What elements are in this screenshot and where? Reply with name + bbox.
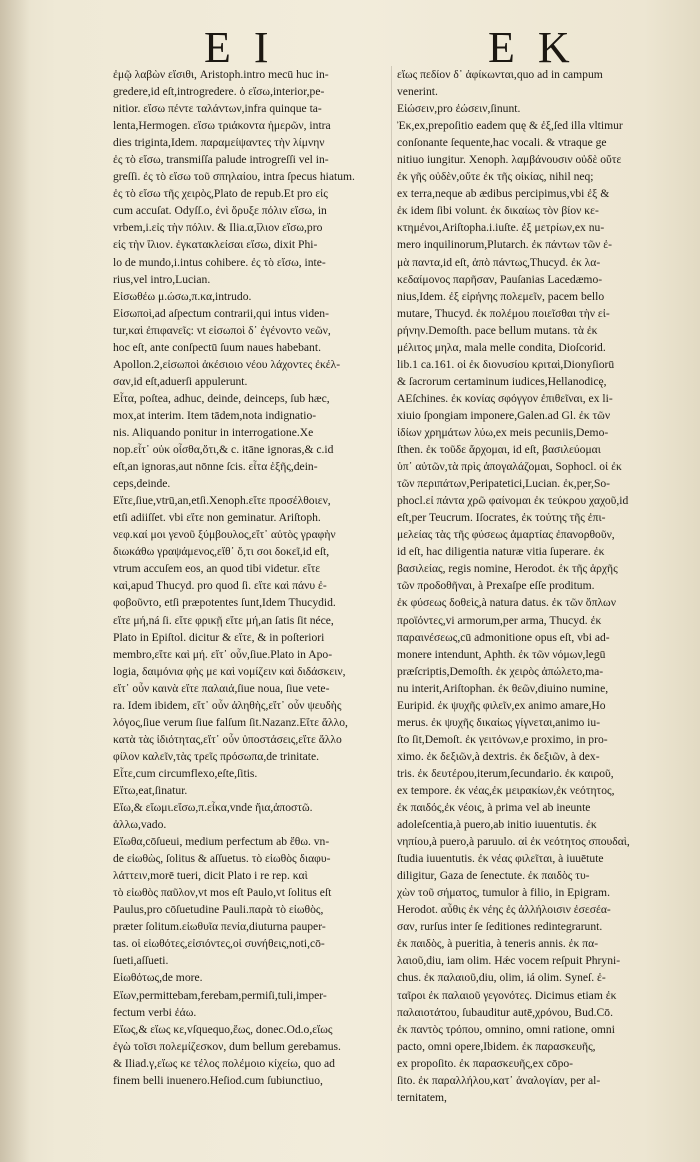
text-line: ἐμῷ λαβὼν εἴσιθι, Aristoph.intro mecū huc in- bbox=[113, 68, 329, 81]
text-line: ἐγὼ τοῖσι πολεμίζεσκον, dum bellum gerebamus. bbox=[113, 1039, 341, 1053]
text-line: membro,εἴτε καὶ μή. εἴτ᾽ οὖν,ſiue.Plato in Apo- bbox=[113, 647, 333, 661]
text-line: προϊόντες,vi armorum,per arma, Thucyd. ἐκ bbox=[397, 613, 602, 627]
text-line: ὑπ᾽ αὐτῶν,τὰ πρὶς ἀπογαλάζομαι, Sophocl. οἱ ἐκ bbox=[397, 460, 622, 474]
text-line: monere intendunt, Aphth. ἐκ τῶν νόμων,legū bbox=[397, 647, 606, 661]
text-line: vtrum accuſem eos, an quod tibi videtur. εἴτε bbox=[113, 562, 321, 576]
text-line: τῶν προδοθῆναι, à Prexaſpe eſſe proditum. bbox=[397, 579, 595, 593]
text-line: ἐκ γῆς οὐδὲν,οὔτε ἐκ τῆς οἰκίας, nihil neq; bbox=[397, 170, 594, 184]
text-line: Εἰωθότως,de more. bbox=[113, 971, 203, 985]
text-line: λόγος,ſiue verum ſiue falſum ſit.Nazanz.Εἴτε ἄλλο, bbox=[113, 715, 348, 729]
text-line: hoc eſt, ante conſpectū ſuum naues habebant. bbox=[113, 340, 321, 354]
left-column bbox=[113, 66, 387, 1089]
text-line: ἰδίων χρημάτων λύω,ex meis pecuniis,Demo- bbox=[397, 425, 609, 439]
text-line: Apollon.2,εἰσωποὶ ἀκέσιοιο νέου λάχοντες ἐκέλ- bbox=[113, 357, 341, 371]
text-line: eſt,per Teucrum. Iſocrates, ἐκ τούτης τῆς ἐπι- bbox=[397, 511, 606, 525]
text-line: Εἴω,& εἴωμι.εἴσω,π.εἶκα,vnde ἤια,ἀποστῶ. bbox=[113, 801, 313, 815]
text-line: & Iliad.γ,εἵως κε τέλος πολέμοιο κίχείω, quo ad bbox=[113, 1056, 335, 1070]
text-line: ternitatem, bbox=[397, 1090, 447, 1104]
text-line: διωκάθω γραψάμενος,εἴθ᾽ ὅ,τι σοι δοκεῖ,id eſt, bbox=[113, 545, 330, 559]
text-line: ex tempore. ἐκ νέας,ἐκ μειρακίων,ἐκ νεότητος, bbox=[397, 783, 615, 797]
text-line: ſueti,aſſueti. bbox=[113, 954, 169, 968]
text-line: id eſt, hac diligentia naturæ vitia ſuperare. ἐκ bbox=[397, 545, 605, 559]
text-line: finem belli inuenero.Heſiod.cum ſubiunctiuo, bbox=[113, 1073, 323, 1087]
text-line: ximo. ἐκ δεξιῶν,à dextris. ἐκ δεξιῶν, à dex- bbox=[397, 749, 600, 763]
text-line: tur,καὶ ἐπιφανεῖς: vt εἰσωποὶ δ᾽ ἐγένοντο νεῶν, bbox=[113, 323, 331, 337]
text-line: Εἶτα, poſtea, adhuc, deinde, deinceps, ſub hæc, bbox=[113, 391, 330, 405]
text-line: Εἴων,permittebam,ferebam,permiſi,tuli,imper- bbox=[113, 988, 327, 1002]
text-line: logia, δαιμόνια φὴς με καὶ νομίζειν καὶ διδάσκειν, bbox=[113, 664, 346, 678]
text-line: Εἰσωποὶ,ad aſpectum contrarii,qui intus viden- bbox=[113, 306, 329, 320]
text-line: εἴτ᾽ οὖν καινὰ εἴτε παλαιά,ſiue noua, ſiue vete- bbox=[113, 681, 330, 695]
text-line: βασιλείας, regis nomine, Herodot. ἐκ τῆς ἀρχῆς bbox=[397, 562, 618, 576]
text-line: μελείας τὰς τῆς φύσεως ἁμαρτίας ἐπανορθοῦν, bbox=[397, 528, 615, 542]
text-line: Euripid. ἐκ ψυχῆς φιλεῖν,ex animo amare,Ho bbox=[397, 698, 606, 712]
text-line: greſſi. ἐς τὸ εἴσω τοῦ σπηλαίου, intra ſpecus hiatum. bbox=[113, 170, 355, 184]
text-line: εἰς τὴν ἴλιον. ἐγκατακλείσαι εἴσω, dixit Phi- bbox=[113, 238, 318, 252]
text-line: φοβοῦντο, etſi præpotentes ſunt,Idem Thucydid. bbox=[113, 596, 336, 610]
text-line: lenta,Hermogen. εἴσω τριάκοντα ἡμερῶν, intra bbox=[113, 119, 331, 133]
column-divider bbox=[391, 66, 392, 1101]
text-line: μέλιτος μηλα, mala melle condita, Dioſcorid. bbox=[397, 340, 606, 354]
text-line: tris. ἐκ δευτέρου,iterum,ſecundario. ἐκ καιροῦ, bbox=[397, 766, 614, 780]
text-line: nu interit,Ariſtophan. ἐκ θεῶν,diuino numine, bbox=[397, 681, 609, 695]
right-column bbox=[397, 66, 669, 1106]
text-line: ἐκ παιδός,ἐκ νέοις, à prima vel ab ineunte bbox=[397, 801, 591, 815]
text-line: adoleſcentia,à puero,ab initio iuuentutis. ἐκ bbox=[397, 818, 597, 832]
text-line: tas. οἱ εἰωθότες,εἰσιόντες,οἱ συνήθεις,noti,cō- bbox=[113, 937, 325, 951]
text-line: Herodot. αὖθις ἐκ νέης ἐς ἀλλήλοισιν ἐσεσέα- bbox=[397, 903, 611, 917]
text-line: venerint. bbox=[397, 85, 438, 99]
text-line: ra. Idem ibidem, εἴτ᾽ οὖν ἀληθὴς,εἴτ᾽ οὖν ψευδὴς bbox=[113, 698, 342, 712]
header-left-letters: E I bbox=[204, 23, 275, 72]
text-line: mutare, Thucyd. ἐκ πολέμου ποιεῖσθαι τὴν εἰ- bbox=[397, 306, 610, 320]
text-line: τῶν περιπάτων,Peripatetici,Lucian. ἐκ,per,So- bbox=[397, 477, 611, 491]
text-line: χὼν τοῦ σήματος, tumulor à filio, in Epigram. bbox=[397, 886, 610, 900]
text-line: ἐκ παιδὸς, à pueritia, à teneris annis. ἐκ πα- bbox=[397, 937, 599, 951]
text-line: dies triginta,Idem. παραμείψαντες τὴν λίμνην bbox=[113, 136, 325, 150]
text-line: παραινέσεως,cū admonitione opus eſt, vbi ad- bbox=[397, 630, 610, 644]
text-line: mox,at interim. Item tādem,nota indignatio- bbox=[113, 408, 317, 422]
text-line: nius,Idem. ἐξ εἰρήνης πολεμεῖν, pacem bello bbox=[397, 289, 605, 303]
text-line: nitior. εἴσω πέντε ταλάντων,infra quinque ta- bbox=[113, 102, 322, 116]
text-line: φίλον καλεῖν,τὰς τρεῖς πρόσωπα,de trinitate. bbox=[113, 749, 320, 763]
text-line: lib.1 ca.161. οἱ ἐκ διονυσίου κριταὶ,Dionyſiorū bbox=[397, 357, 615, 371]
text-line: eſt,an ignoras,aut nōnne ſcis. εἶτα ἑξῆς,dein- bbox=[113, 460, 318, 474]
text-line: conſonante ſequente,hac vocali. & vtraque ge bbox=[397, 136, 607, 150]
text-line: Εἴτω,eat,ſinatur. bbox=[113, 783, 188, 797]
text-line: nitiuo iungitur. Xenoph. λαμβάνουσιν οὐδὲ οὔτε bbox=[397, 153, 622, 167]
text-line: diligitur, Gaza de ſenectute. ἐκ παιδὸς τυ- bbox=[397, 869, 590, 883]
text-line: ταῖροι ἐκ παλαιοῦ γεγονότες. Dicimus etiam ἐκ bbox=[397, 988, 617, 1002]
text-line: xiuio ſpongiam imponere,Galen.ad Gl. ἐκ τῶν bbox=[397, 408, 611, 422]
text-line: ſtudia iuuentutis. ἐκ νέας φιλεῖται, à iuuētute bbox=[397, 852, 604, 866]
text-line: λαιοῦ,diu, iam olim. Hǽc vocem reſpuit Phryni- bbox=[397, 954, 621, 968]
text-line: etſi adiiſſet. vbi εἴτε non geminatur. Ariſtoph. bbox=[113, 511, 321, 525]
text-line: ἐκ idem ſibi volunt. ἐκ δικαίως τὸν βίον κε- bbox=[397, 204, 599, 218]
text-line: μὰ παντα,id eſt, ἀπὸ πάντως,Thucyd. ἐκ λα- bbox=[397, 255, 601, 269]
text-line: ρήνην.Demoſth. pace bellum mutans. τὰ ἐκ bbox=[397, 323, 598, 337]
text-line: ἐκ φύσεως δοθεὶς,à natura datus. ἐκ τῶν ὅπλων bbox=[397, 596, 616, 610]
text-line: κεδαίμονος παρῆσαν, Pauſanias Lacedæmo- bbox=[397, 272, 603, 286]
text-line: phocl.εἰ πάντα χρῶ φαίνομαι ἐκ τεύκρου χαχοῦ,id bbox=[397, 494, 629, 508]
text-line: præter ſolitum.εἰωθυῖα πενία,diuturna pauper- bbox=[113, 920, 326, 934]
text-line: κτημένοι,Ariſtopha.i.iuſte. ἐξ μετρίων,ex nu- bbox=[397, 221, 605, 235]
text-line: mero inquilinorum,Plutarch. ἐκ πάντων τῶν ἐ- bbox=[397, 238, 612, 252]
text-line: Εἶτε,cum circumflexo,eſte,ſitis. bbox=[113, 766, 258, 780]
text-line: ἐς τὸ εἴσω, transmiſſa palude introgreſſi vel in- bbox=[113, 153, 329, 167]
text-line: εἵως πεδίον δ᾽ ἀφίκωνται,quo ad in campum bbox=[397, 68, 603, 81]
page-gutter-shadow bbox=[0, 0, 30, 1162]
text-line: chus. ἐκ παλαιοῦ,diu, olim, iá olim. Syneſ. ἐ- bbox=[397, 971, 606, 985]
text-line: ſito. ἐκ παραλλήλου,κατ᾽ ἀναλογίαν, per al- bbox=[397, 1073, 601, 1087]
text-line: Εἴωθα,cōſueui, medium perfectum ab ἔθω. vn- bbox=[113, 835, 330, 849]
text-line: Εἰώσειν,pro ἐώσειν,ſinunt. bbox=[397, 102, 521, 116]
text-line: λάττειν,morē tueri, dicit Plato i re rep. καὶ bbox=[113, 869, 308, 883]
text-line: merus. ἐκ ψυχῆς δικαίως γίγνεται,animo iu- bbox=[397, 715, 601, 729]
text-line: Plato in Epiſtol. dicitur & εἴτε, & in poſteriori bbox=[113, 630, 325, 644]
text-line: præſcriptis,Demoſth. ἐκ χειρὸς ἀπώλετο,ma- bbox=[397, 664, 604, 678]
text-line: & ſacrorum certaminum iudices,Hellanodicę, bbox=[397, 374, 607, 388]
text-line: εἴτε μή,ná ſi. εἴτε φρικῇ εἴτε μή,an ſatis ſit néce, bbox=[113, 613, 334, 627]
text-line: AEſchines. ἐκ κονίας σφόγγον ἐπιθεῖναι, ex li- bbox=[397, 391, 613, 405]
text-line: τὸ εἰωθὸς παῦλον,vt mos eſt Paulo,vt ſolitus eſt bbox=[113, 886, 332, 900]
text-line: ἐς τὸ εἴσω τῆς χειρὸς,Plato de repub.Et pro εἰς bbox=[113, 187, 328, 201]
text-line: νεφ.καί μοι γενοῦ ξύμβουλος,εἴτ᾽ αὐτὸς γραφὴν bbox=[113, 528, 336, 542]
text-line: nop.εἶτ᾽ οὐκ οἶσθα,ὅτι,& c. itāne ignoras,& c.id bbox=[113, 443, 334, 457]
text-line: vrbem,i.εἰς τὴν πόλιν. & Ilia.α,ἴλιον εἴσω,pro bbox=[113, 221, 323, 235]
text-line: lo de mundo,i.intus cohibere. ἐς τὸ εἴσω, inte- bbox=[113, 255, 326, 269]
text-line: καὶ,apud Thucyd. pro quod ſi. εἴτε καὶ πάνυ ἐ- bbox=[113, 579, 327, 593]
text-line: νηπίου,à puero,à paruulo. αἱ ἐκ νεότητος σπουδαὶ, bbox=[397, 835, 630, 849]
text-line: ſto ſit,Demoſt. ἐκ γειτόνων,e proximo, in pro- bbox=[397, 732, 608, 746]
text-line: Εἴτε,ſiue,vtrū,an,etſi.Xenoph.εἴτε προσέλθοιεν, bbox=[113, 494, 331, 508]
text-line: ex propoſito. ἐκ παρασκευῆς,ex cōpo- bbox=[397, 1056, 574, 1070]
text-line: ceps,deinde. bbox=[113, 477, 171, 491]
text-line: fectum verbi ἐάω. bbox=[113, 1005, 197, 1019]
header-right-letters: E K bbox=[488, 23, 576, 72]
text-line: gredere,id eſt,introgredere. ὁ εἴσω,interior,pe- bbox=[113, 85, 325, 99]
text-line: pacto, omni opere,Ibidem. ἐκ παρασκευῆς, bbox=[397, 1039, 596, 1053]
text-line: Paulus,pro cōſuetudine Pauli.παρὰ τὸ εἰωθὸς, bbox=[113, 903, 324, 917]
text-line: de εἰωθὼς, ſolitus & aſſuetus. τὸ εἰωθὸς διαφυ- bbox=[113, 852, 331, 866]
text-line: ſthen. ἐκ τοῦδε ἄρχομαι, id eſt, βασιλεύομαι bbox=[397, 443, 601, 457]
text-line: παλαιοτάτου, ſubauditur autē,χρόνου, Bud.Cō. bbox=[397, 1005, 613, 1019]
text-line: Ἐκ,ex,prepoſitio eadem quę & ἐξ,ſed illa vltimur bbox=[397, 119, 623, 133]
text-line: cum accuſat. Odyſſ.o, ἐνὶ ὄρυξε πόλιν εἴσω, in bbox=[113, 204, 327, 218]
text-line: nis. Aliquando ponitur in interrogatione.Xe bbox=[113, 425, 314, 439]
text-line: σαν, rurſus inter ſe ſeditiones redintegrarunt. bbox=[397, 920, 603, 934]
text-line: ex terra,neque ab ædibus percipimus,vbi ἐξ & bbox=[397, 187, 610, 201]
text-line: σαν,id eſt,aduerſi appulerunt. bbox=[113, 374, 248, 388]
text-line: rius,vel intro,Lucian. bbox=[113, 272, 211, 286]
text-line: Εἴως,& εἵως κε,vſquequo,ἕως, donec.Od.o,εἵως bbox=[113, 1022, 333, 1036]
text-line: ἐκ παντὸς τρόπου, omnino, omni ratione, omni bbox=[397, 1022, 615, 1036]
text-line: ἀλλω,vado. bbox=[113, 818, 167, 832]
text-line: Εἰσωθέω μ.ώσω,π.κα,intrudo. bbox=[113, 289, 252, 303]
text-line: κατὰ τὰς ἰδιότητας,εἴτ᾽ οὖν ὑποστάσεις,εἴτε ἄλλο bbox=[113, 732, 342, 746]
